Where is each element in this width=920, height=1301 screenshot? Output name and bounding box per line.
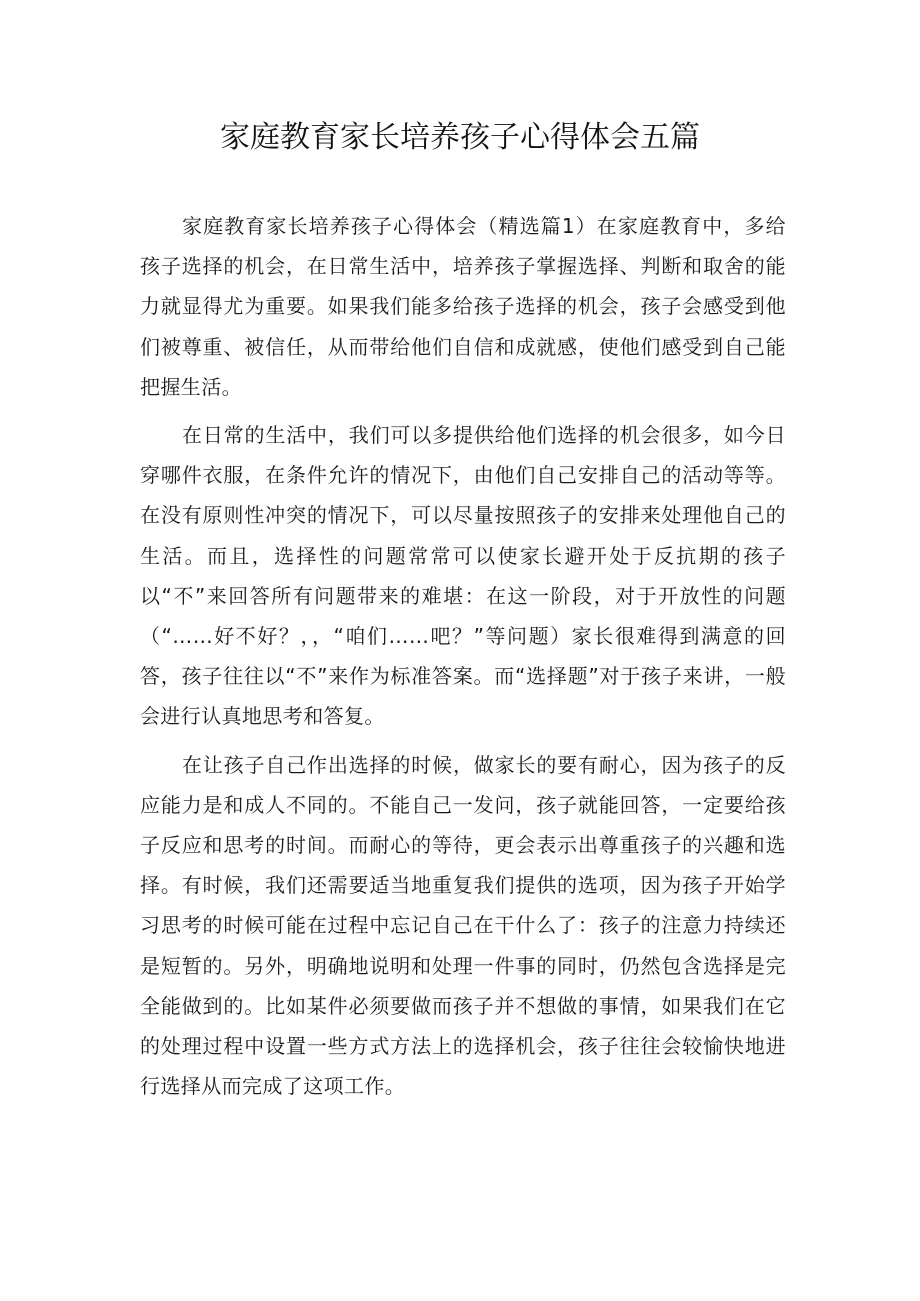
document-title: 家庭教育家长培养孩子心得体会五篇 bbox=[220, 120, 700, 155]
paragraph-3: 在让孩子自己作出选择的时候，做家长的要有耐心，因为孩子的反应能力是和成人不同的。不能自己一发问，孩子就能回答，一定要给孩子反应和思考的时间。而耐心的等待，更会表示出尊重孩子的兴趣和选择。有时候，我们还需要适当地重复我们提供的选项，因为孩子开始学习思考的时候可能在过程中忘记自己在干什么了：孩子的注意力持续还是短暂的。另外，明确地说明和处理一件事的同时，仍然包含选择是完全能做到的。比如某件必须要做而孩子并不想做的事情，如果我们在它的处理过程中设置一些方式方法上的选择机会，孩子往往会较愉快地进行选择从而完成了这项工作。 bbox=[140, 752, 786, 1099]
paragraph-2: 在日常的生活中，我们可以多提供给他们选择的机会很多，如今日穿哪件衣服，在条件允许的情况下，由他们自己安排自己的活动等等。在没有原则性冲突的情况下，可以尽量按照孩子的安排来处理他自己的生活。而且，选择性的问题常常可以使家长避开处于反抗期的孩子以“不”来回答所有问题带来的难堪：在这一阶段，对于开放性的问题（“……好不好？，，“咱们……吧？”等问题）家长很难得到满意的回答，孩子往往以“不”来作为标准答案。而“选择题”对于孩子来讲，一般会进行认真地思考和答复。 bbox=[140, 423, 786, 729]
paragraph-1: 家庭教育家长培养孩子心得体会（精选篇1）在家庭教育中，多给孩子选择的机会，在日常生活中，培养孩子掌握选择、判断和取舍的能力就显得尤为重要。如果我们能多给孩子选择的机会，孩子会感受到他们被尊重、被信任，从而带给他们自信和成就感，使他们感受到自己能把握生活。 bbox=[140, 214, 786, 399]
document-body bbox=[140, 206, 786, 1114]
